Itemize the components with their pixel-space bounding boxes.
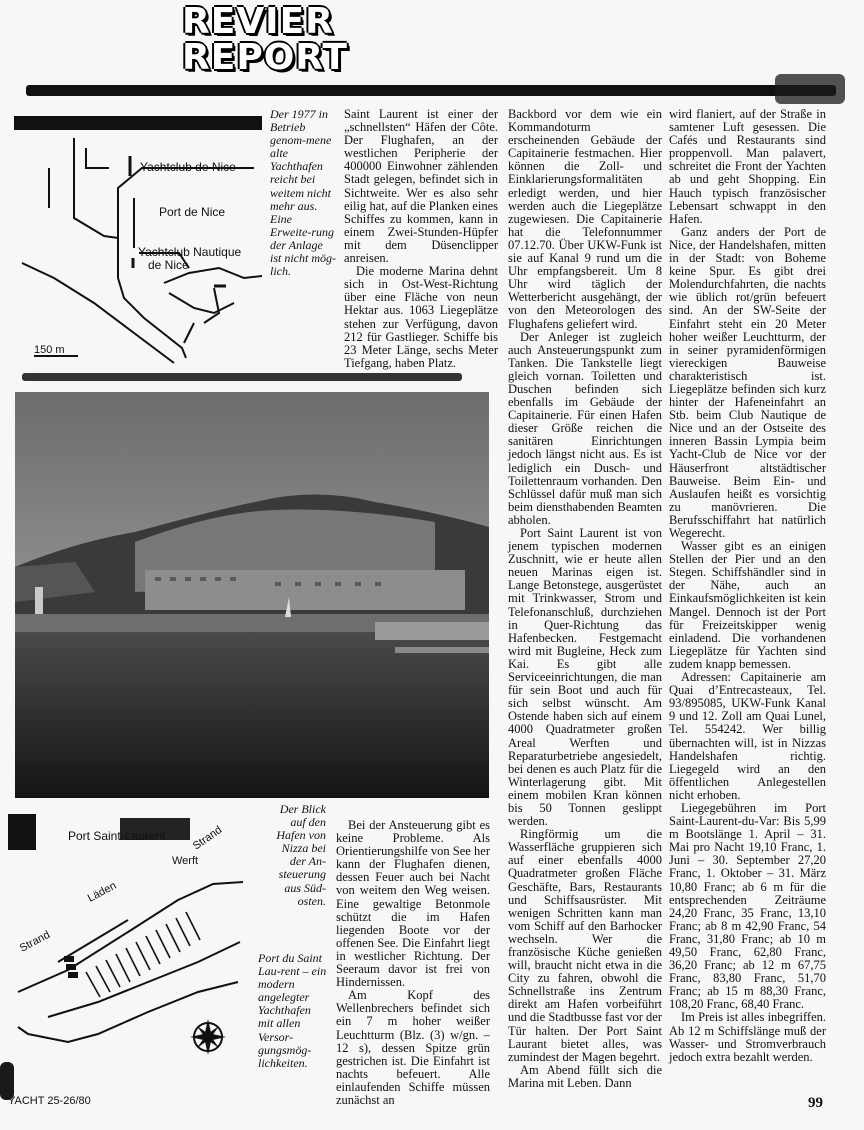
article-column-2 (508, 107, 662, 1090)
header-rule (26, 85, 836, 96)
masthead (182, 1, 348, 84)
paragraph: Adressen: Capitainerie am Quai d’Entrecasteaux, Tel. 93/895085, UKW-Funk Kanal 9 und 12. Zoll am Quai Lunel, Tel. 554242. Wer billig übernachten will, ist in Nizzas Handelshafen richtig. Liegegeld wird an den öffentlichen Anlegestellen nicht erhoben. (669, 670, 826, 802)
paragraph: Ganz anders der Port de Nice, der Handelshafen, mitten in der Stadt: von Boheme keine Spur. Es gibt drei Molendurchfahrten, die nachts wie üblich rot/grün befeuert sind. An der SW-Seite der Einfahrt steht ein 20 Meter hoher weißer Leuchtturm, der in seiner pyramidenförmigen viereckigen Bauweise charakteristisch ist. Liegeplätze befinden sich kurz hinter der Hafeneinfahrt an Stb. beim Club Nautique de Nice und an der Ostseite des inneren Bassin Lympia beim Yacht-Club de Nice vor der Häuserfront altstädtischer Bauweise. Beim Ein- und Auslaufen heißt es vorsichtig zu manövrieren. Die Berufsschiffahrt hat natürlich Wegerecht. (669, 224, 826, 540)
masthead-line-1: REVIER (182, 1, 334, 42)
caption-port-saint-laurent: Port du Saint Lau-rent – ein modern angelegter Yachthafen mit allen Versor-gungsmög-lichkeiten. (258, 951, 327, 1070)
page-number: 99 (808, 1095, 823, 1111)
map-label-yachtclub-de-nice: Yachtclub de Nice (140, 160, 236, 174)
paragraph: Am Abend füllt sich die Marina mit Leben. Dann (508, 1062, 662, 1090)
harbour-photo (15, 392, 489, 798)
map-label-port-saint-laurent: Port Saint-Laurent (68, 829, 166, 843)
footer-folio: YACHT 25-26/80 (8, 1095, 91, 1107)
map-port-de-nice (14, 108, 262, 370)
harbour-photo-image (15, 392, 489, 798)
paragraph: Bei der Ansteuerung gibt es keine Probleme. Als Orientierungshilfe von See her kann der Flughafen dienen, dessen Feuer auch bei Nacht von weitem den Weg weisen. Eine gewaltige Betonmole schützt die im Hafen liegenden Boote vor der offenen See. Die Einfahrt liegt in westlicher Richtung. Der Seeraum davor ist frei von Hindernissen. (336, 818, 490, 990)
map-label-strand-east: Strand (190, 824, 225, 853)
paragraph: Die moderne Marina dehnt sich in Ost-West-Richtung über eine Fläche von neun Hektar aus. 1063 Liegeplätze stehen zur Verfügung, davon 212 für Gastlieger. Schiffe bis 23 Meter Länge, sechs Meter Tiefgang, haben Platz. (344, 264, 498, 370)
mid-rule (22, 373, 462, 381)
paragraph: wird flaniert, auf der Straße in samtener Luft gesessen. Die Cafés und Restaurants sind proppenvoll. Man palavert, schreitet die Front der Yachten ab und geht Shopping. Ein Hauch typisch französischer Lebensart schwappt in den Hafen. (669, 107, 826, 226)
compass-rose-icon (190, 1019, 226, 1055)
map-label-de-nice: de Nice (148, 258, 189, 272)
map-port-saint-laurent-drawing (8, 812, 253, 1077)
map-label-yachtclub-nautique: Yachtclub Nautique (138, 245, 242, 259)
map-scale-label: 150 m (34, 344, 65, 356)
paragraph: Liegegebühren im Port Saint-Laurent-du-Var: Bis 5,99 m Bootslänge 1. April – 31. Mai pro Nacht 19,10 Franc, 1. Juni – 30. September 27,20 Franc, 1. Oktober – 31. März 10,80 Franc; ab 6 m für die entsprechenden Zeiträume 24,20 Franc, 35 Franc, 13,10 Franc; ab 8 m 42,90 Franc, 54 Franc, 31,80 Franc; ab 10 m 49,50 Franc, 62,80 Franc, 36,20 Franc; ab 12 m 67,75 Franc, 83,80 Franc, 51,70 Franc; ab 15 m 88,30 Franc, 108,20 Franc, 68,40 Franc. (669, 800, 826, 1012)
paragraph: Port Saint Laurent ist von jenem typischen modernen Zuschnitt, wie er heute allen neuen Marinas eigen ist. Lange Betonstege, ausgerüstet mit Trinkwasser, Strom und Telefonanschluß, durchziehen in Quer-Richtung das Hafenbecken. Festgemacht wird mit Bugleine, Heck zum Kai. Es gibt alle Serviceeinrichtungen, die man für sein Boot und auch für sich selbst wünscht. Am Ostende haben sich auf einem 4000 Quadratmeter großen Areal Werften und Reparaturbetriebe angesiedelt, bei denen es auch Platz für die Winterlagerung gibt. Mit einem mobilen Kran können bis 50 Tonnen geslippt werden. (508, 526, 662, 829)
map-port-saint-laurent (8, 812, 253, 1077)
article-column-1-top (344, 108, 498, 370)
paragraph: Backbord vor dem wie ein Kommandoturm erscheinenden Gebäude der Capitainerie festmachen. Hier können die Zoll- und Einklarierungsformalitäten erledigt werden, und hier werden auch die Liegeplätze zugewiesen. Die Capitainerie hat die Telefonnummer 07.12.70. Über UKW-Funk ist sie auf Kanal 9 rund um die Uhr empfangsbereit. Um 8 Uhr wird täglich der Wetterbericht ausgehängt, der von den Meteorologen des Flughafens geliefert wird. (508, 107, 662, 331)
article-column-1-bottom (336, 818, 490, 1107)
map-label-werft: Werft (172, 855, 199, 867)
paragraph: Saint Laurent ist einer der „schnellsten“ Häfen der Côte. Der Flughafen, an der westlichen Peripherie der 400000 Einwohner zählenden Stadt gelegen, befindet sich in Sichtweite. Wer es also sehr eilig hat, auf die Planken eines Schiffes zu kommen, kann in einem Zwei-Stunden-Hüpfer mit dem Düsenclipper anreisen. (344, 107, 498, 266)
map-label-laeden: Läden (85, 879, 119, 905)
masthead-line-2: REPORT (182, 37, 348, 78)
paragraph: Wasser gibt es an einigen Stellen der Pier und an den Stegen. Schiffshändler sind in der Nähe, auch an Einkaufsmöglichkeiten ist kein Mangel. Dennoch ist der Port für Freizeitskipper wenig einladend. Die vorhandenen Liegeplätze für Yachten sind zudem knapp bemessen. (669, 539, 826, 671)
paragraph: Am Kopf des Wellenbrechers befindet sich ein 7 m hoher weißer Leuchtturm (Blz. (3) w/gn. – 12 s), dessen Spitze grün gestrichen ist. Die Einfahrt ist nachts befeuert. Alle einlaufenden Schiffe müssen zunächst an (336, 988, 490, 1107)
caption-view-of-nice: Der Blick auf den Hafen von Nizza bei der An-steuerung aus Süd-osten. (276, 802, 326, 908)
article-column-3 (669, 108, 826, 1078)
paragraph: Ringförmig um die Wasserfläche gruppieren sich auf einer ebenfalls 4000 Quadratmeter großen Fläche Geschäfte, Bars, Restaurants und Schiffsausrüster. Mit wenigen Schritten kann man vom Schiff auf den Barhocker wechseln. Wer die französische Küche genießen will, braucht nicht etwa in die City zu fahren, obwohl die Schnellstraße ins Zentrum direkt am Hafen vorbeiführt und die Stadtbusse fast vor der Tür halten. Der Port Saint Laurant bietet alles, was zumindest der Magen begehrt. (508, 827, 662, 1064)
map-label-port-de-nice: Port de Nice (159, 205, 226, 219)
paragraph: Der Anleger ist zugleich auch Ansteuerungspunkt zum Tanken. Die Tankstelle liegt gleich vornan. Toiletten und Duschen befinden sich ebenfalls im Gebäude der Capitainerie. Für einen Hafen dieser Größe reichen die sanitären Einrichtungen jedoch längst nicht aus. Es ist lediglich ein Dusch- und Toilettenraum vorhanden. Den Schlüssel dafür muß man sich beim diensthabenden Beamten abholen. (508, 329, 662, 527)
map-port-de-nice-drawing (14, 108, 262, 370)
map-label-strand-west: Strand (17, 928, 53, 955)
caption-old-harbour: Der 1977 in Betrieb genom-mene alte Yachthafen reicht bei weitem nicht mehr aus. Eine Erweite-rung der Anlage ist nicht mög-lich. (270, 107, 336, 279)
paragraph: Im Preis ist alles inbegriffen. Ab 12 m Schiffslänge muß der Wasser- und Stromverbrauch jedoch extra bezahlt werden. (669, 1010, 826, 1064)
map-bottom-corner-mark (8, 814, 36, 850)
header-rule-smudge-right (775, 74, 845, 104)
map-top-dark-band (14, 116, 262, 130)
